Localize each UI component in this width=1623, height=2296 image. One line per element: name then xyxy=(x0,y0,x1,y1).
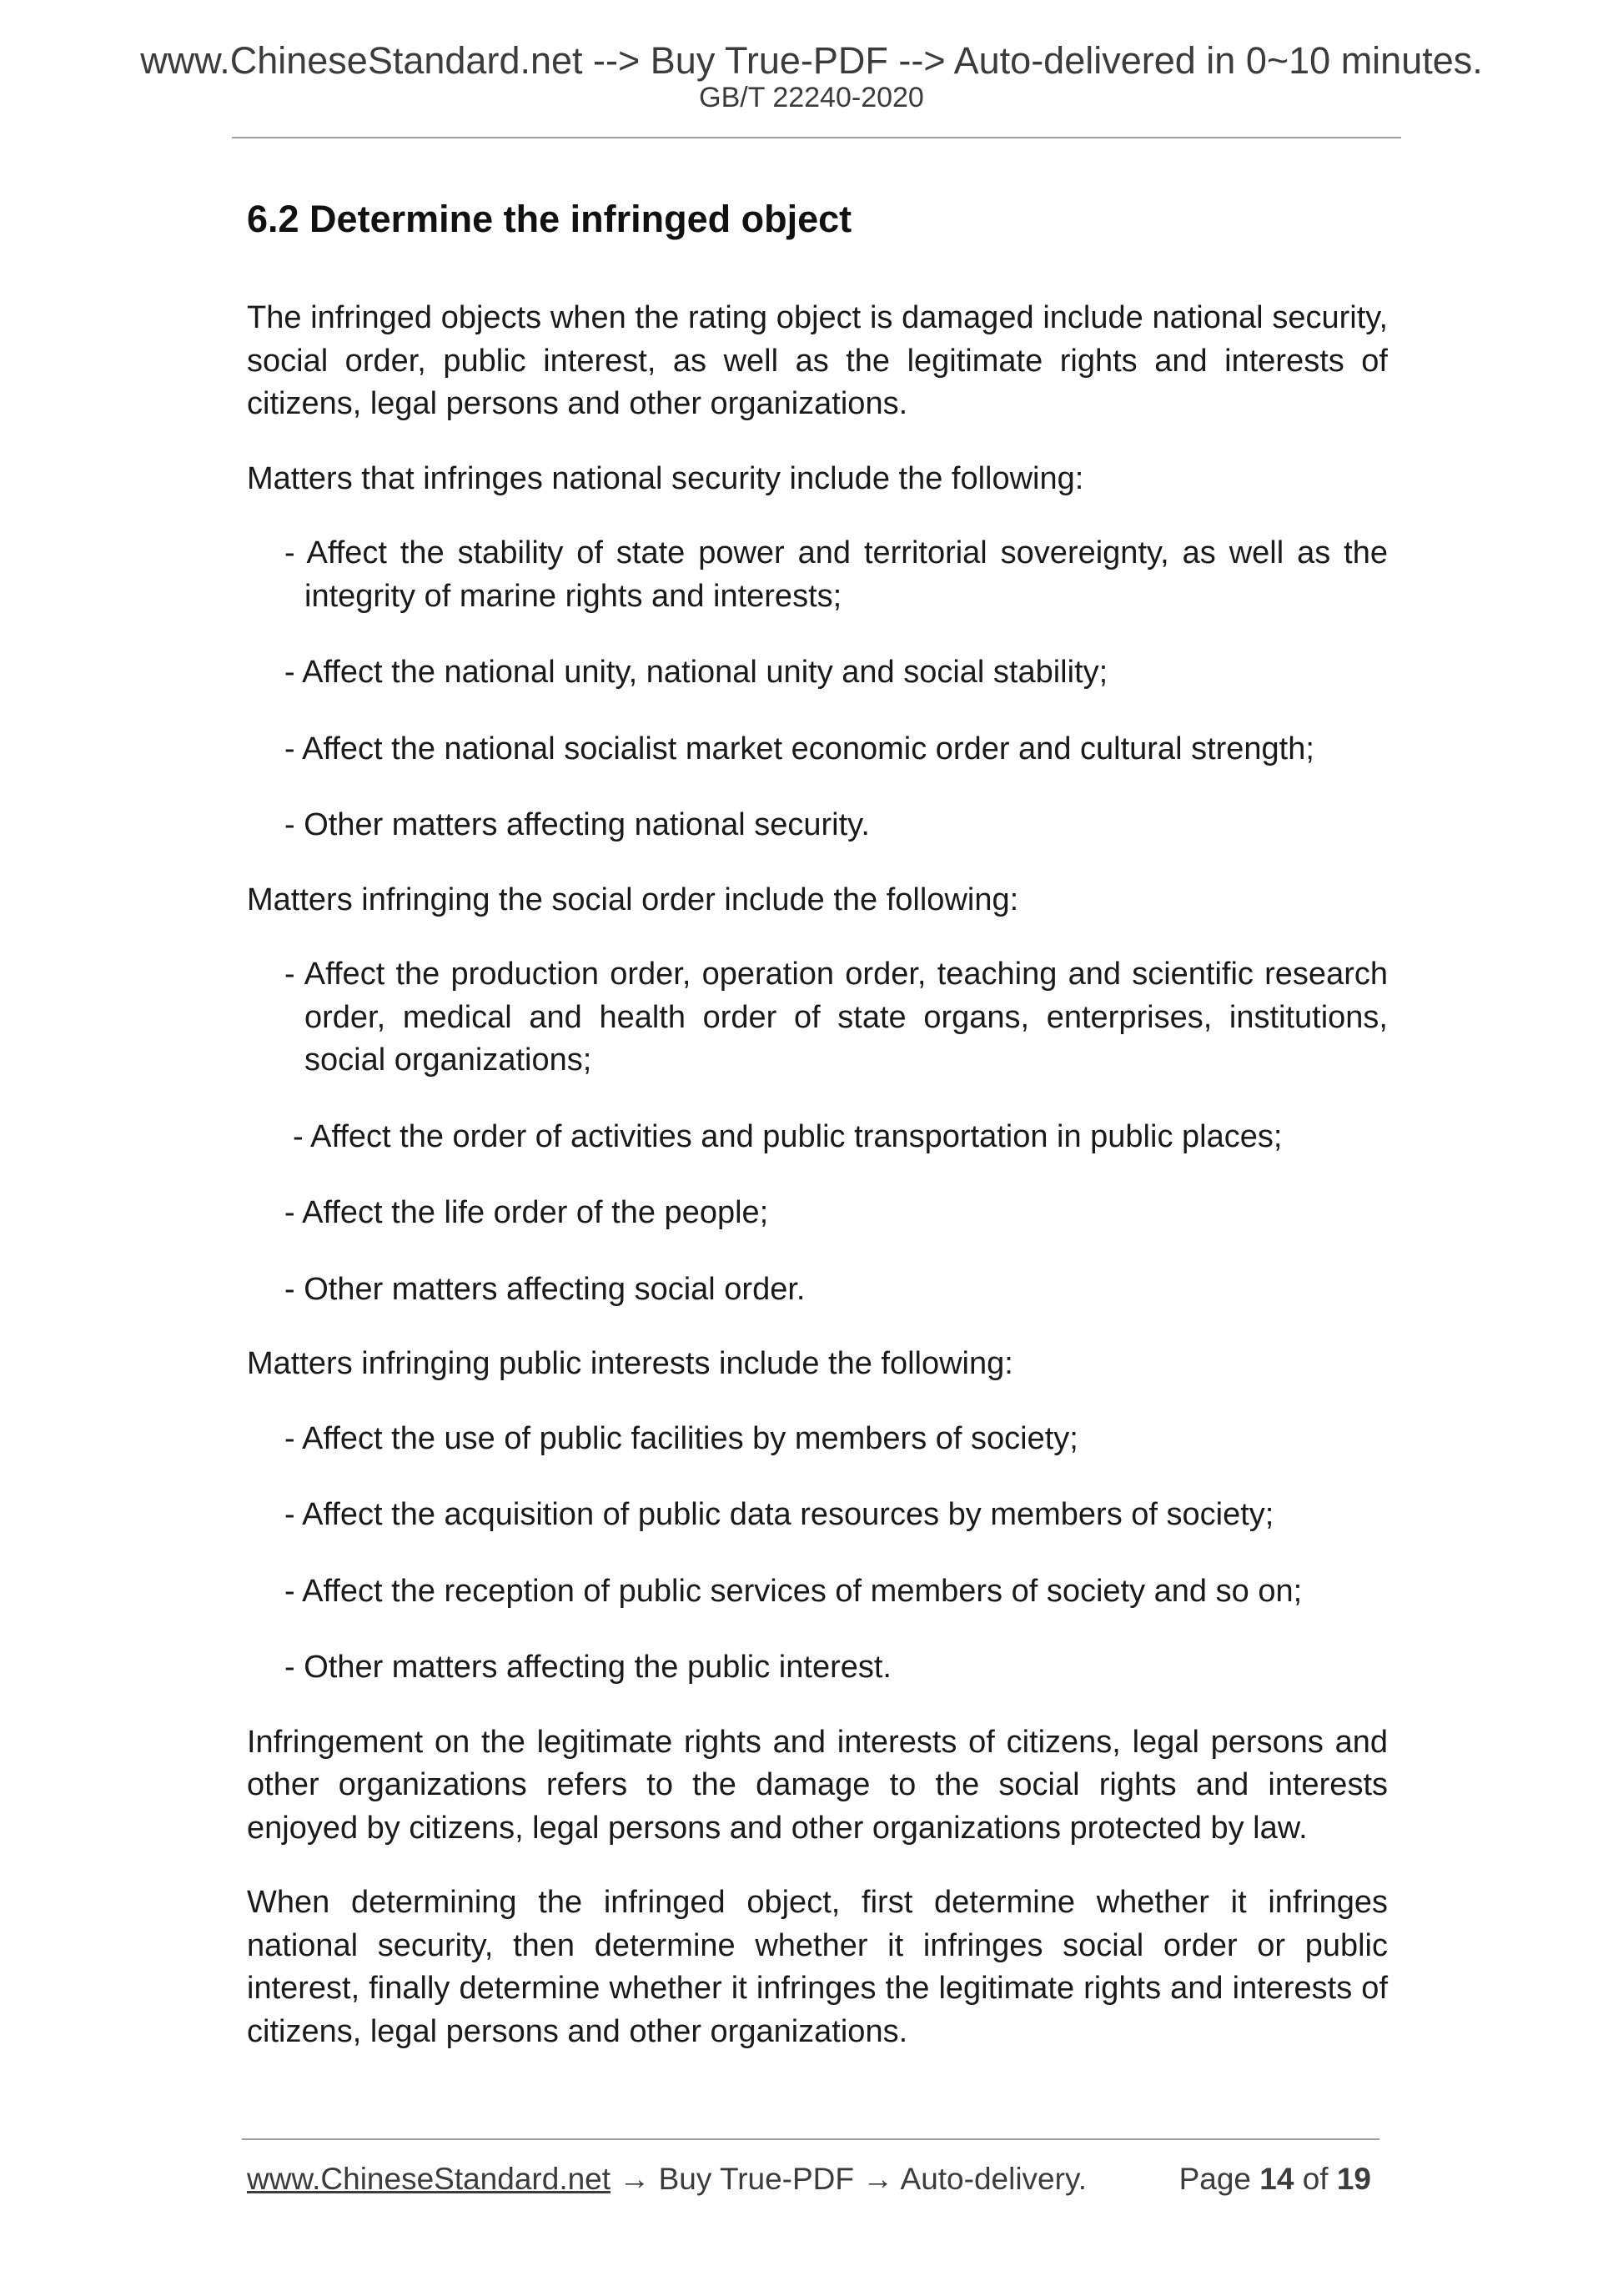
list-item: - Affect the acquisition of public data resources by members of society; xyxy=(284,1497,1274,1532)
national-security-list xyxy=(247,532,1388,847)
page-indicator xyxy=(1179,2163,1371,2194)
social-order-lead: Matters infringing the social order include the following: xyxy=(247,882,1019,917)
intro-paragraph: The infringed objects when the rating object is damaged include national security, social order, public interest, as well as the legitimate rights and interests of citizens, legal persons and other organizations. xyxy=(247,300,1388,421)
document-body xyxy=(247,190,1388,2053)
section-title: 6.2 Determine the infringed object xyxy=(247,198,852,240)
footer-divider xyxy=(242,2138,1379,2140)
list-item: - Other matters affecting national security. xyxy=(284,807,870,842)
header-divider xyxy=(232,137,1401,138)
list-item: - Other matters affecting the public interest. xyxy=(284,1650,892,1685)
list-item: - Affect the use of public facilities by members of society; xyxy=(284,1420,1078,1456)
list-item: - Other matters affecting social order. xyxy=(284,1271,806,1307)
list-item: - Affect the national unity, national unity and social stability; xyxy=(284,655,1108,690)
list-item: - Affect the national socialist market economic order and cultural strength; xyxy=(284,731,1314,766)
page-word: Page xyxy=(1178,2162,1251,2196)
header-banner: www.ChineseStandard.net --> Buy True-PDF --> Auto-delivered in 0~10 minutes. xyxy=(140,39,1483,82)
closing-paragraph: When determining the infringed object, first determine whether it infringes national security, then determine whether it infringes social order or public interest, finally determine whether it infringes the legitimate rights and interests of citizens, legal persons and other organizations. xyxy=(247,1885,1388,2049)
page-number: 14 xyxy=(1259,2162,1294,2196)
of-word: of xyxy=(1302,2162,1329,2196)
list-item: - Affect the life order of the people; xyxy=(284,1195,769,1230)
social-order-list xyxy=(247,953,1388,1311)
list-item: - Affect the reception of public services of members of society and so on; xyxy=(284,1573,1303,1609)
rights-paragraph: Infringement on the legitimate rights and interests of citizens, legal persons and other organizations refers to the damage to the social rights and interests enjoyed by citizens, legal persons and other organizations protected by law. xyxy=(247,1724,1388,1846)
page-footer xyxy=(247,2163,1379,2194)
footer-tagline: → Buy True-PDF → Auto-delivery. xyxy=(611,2162,1087,2196)
public-interest-list xyxy=(247,1418,1388,1690)
national-security-lead: Matters that infringes national security include the following: xyxy=(247,460,1084,496)
list-item: - Affect the order of activities and public transportation in public places; xyxy=(293,1118,1283,1154)
standard-code: GB/T 22240-2020 xyxy=(699,82,924,113)
list-item: - Affect the stability of state power and territorial sovereignty, as well as the integrity of marine rights and interests; xyxy=(284,535,1388,614)
list-item: - Affect the production order, operation order, teaching and scientific research order, medical and health order of state organs, enterprises, institutions, social organizations; xyxy=(284,957,1388,1078)
footer-site-link[interactable]: www.ChineseStandard.net xyxy=(247,2162,611,2196)
total-pages: 19 xyxy=(1336,2162,1371,2196)
public-interest-lead: Matters infringing public interests include the following: xyxy=(247,1346,1013,1381)
